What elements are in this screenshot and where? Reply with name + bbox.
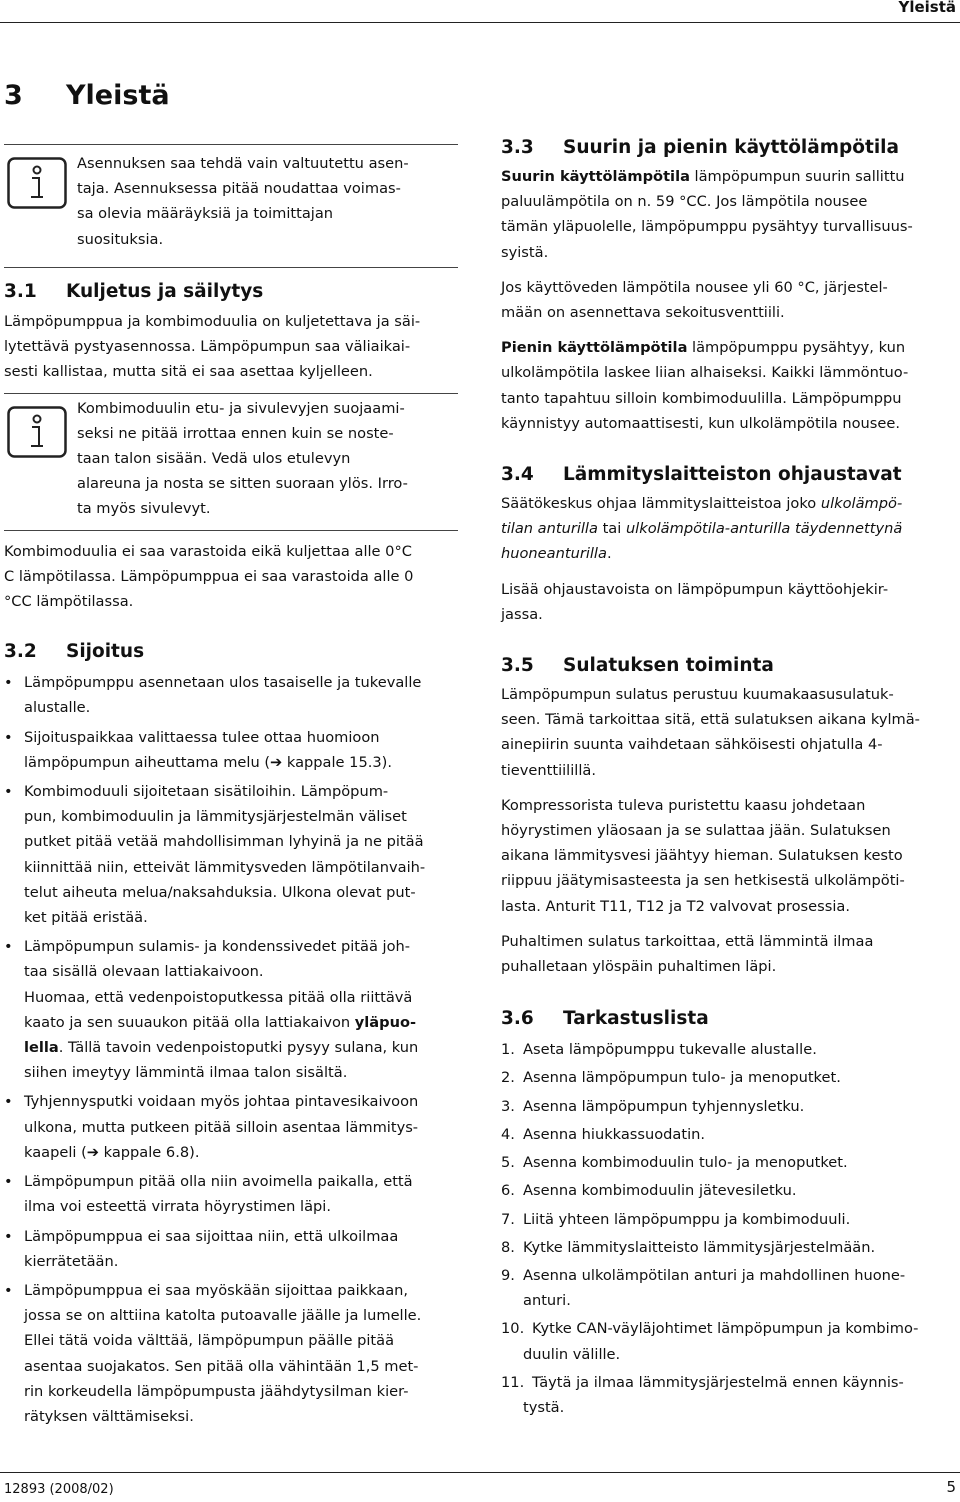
- section-heading-3-5: [501, 654, 956, 678]
- checklist-text: Asenna lämpöpumpun tulo- ja menoputket.: [523, 1069, 841, 1087]
- checklist-item: [501, 1207, 956, 1232]
- list-item: • Lämpöpumpun pitää olla niin avoimella paikalla, että ilma voi esteettä virrata höyrystimen läpi.: [4, 1169, 458, 1219]
- section-title: Tarkastuslista: [563, 1008, 709, 1030]
- section-number: 3.6: [501, 1008, 534, 1030]
- checklist-text: Asenna kombimoduulin tulo- ja menoputket.: [523, 1154, 848, 1172]
- checklist-number: 11.: [501, 1373, 525, 1391]
- checklist-text: Kytke CAN-väyläjohtimet lämpöpumpun ja kombimo-: [532, 1320, 919, 1338]
- checklist-text: Liitä yhteen lämpöpumppu ja kombimoduuli.: [523, 1210, 851, 1228]
- checklist-text: anturi.: [523, 1292, 571, 1310]
- footer-rule: [0, 1472, 960, 1473]
- section-title: Lämmityslaitteiston ohjaustavat: [563, 464, 902, 486]
- left-column: [4, 144, 458, 1433]
- right-column: [501, 136, 956, 1423]
- checklist-text: Asenna lämpöpumpun tyhjennysletku.: [523, 1097, 805, 1115]
- checklist-item: [501, 1150, 956, 1175]
- min-temperature-paragraph: Pienin käyttölämpötila lämpöpumppu pysähtyy, kun ulkolämpötila laskee liian alhaiseksi. Kaikki lämmöntuo- tanto tapahtuu silloin kombimoduulilla. Lämpöpumppu käynnistyy automaattisesti, kun ulkolämpötila nousee.: [501, 339, 909, 432]
- checklist-number: 9.: [501, 1266, 515, 1284]
- section-title: Suurin ja pienin käyttölämpötila: [563, 137, 899, 158]
- section-heading-3-2: [4, 640, 458, 664]
- running-head-title: Yleistä: [898, 0, 956, 16]
- text-line: Kombimoduulia ei saa varastoida eikä kuljettaa alle 0°C: [4, 542, 412, 560]
- chapter-title: [4, 80, 170, 111]
- checklist-text: Asenna ulkolämpötilan anturi ja mahdollinen huone-: [523, 1266, 906, 1284]
- checklist-number: 8.: [501, 1238, 515, 1256]
- max-temperature-paragraph: Suurin käyttölämpötila lämpöpumpun suurin sallittu paluulämpötila on n. 59 °CC. Jos lämpötila nousee tämän yläpuolelle, lämpöpumppu pysähtyy turvallisuus- syistä.: [501, 168, 913, 261]
- control-methods-paragraph: Säätökeskus ohjaa lämmityslaitteistoa joko ulkolämpö- tilan anturilla tai ulkolämpötila-anturilla täydennettynä huoneanturilla.: [501, 495, 903, 563]
- info-icon: [7, 406, 67, 458]
- storage-temperature-paragraph: [4, 539, 458, 615]
- section-heading-3-4: [501, 463, 956, 487]
- section-heading-3-1: [4, 280, 458, 304]
- running-header: [0, 0, 960, 23]
- section-title: Kuljetus ja säilytys: [66, 281, 264, 302]
- checklist-text: tystä.: [523, 1398, 565, 1416]
- dhw-temperature-paragraph: Jos käyttöveden lämpötila nousee yli 60 °C, järjestel- mään on asennettava sekoitusventtiili.: [501, 278, 888, 322]
- checklist-number: 10.: [501, 1320, 525, 1338]
- checklist-text: Aseta lämpöpumppu tukevalle alustalle.: [523, 1041, 817, 1059]
- text-line: Lämpöpumppua ja kombimoduulia on kuljetettava ja säi-: [4, 313, 421, 330]
- list-item: • Lämpöpumppua ei saa myöskään sijoittaa paikkaan, jossa se on alttiina katolta putoavalle jäälle ja lumelle. Ellei tätä voida välttää, lämpöpumpun päälle pitää asentaa suojakatos. Sen pitää olla vähintään 1,5 met- rin korkeudella lämpöpumpusta jäähdytysilman kier- rätyksen välttämiseksi.: [4, 1278, 458, 1429]
- section-title: Sijoitus: [66, 641, 145, 663]
- checklist-item: [501, 1370, 956, 1420]
- control-reference-paragraph: Lisää ohjaustavoista on lämpöpumpun käyttöohjekir- jassa.: [501, 580, 889, 623]
- section-number: 3.2: [4, 641, 37, 663]
- section-title: Sulatuksen toiminta: [563, 655, 774, 677]
- checklist-text: Asenna hiukkassuodatin.: [523, 1125, 706, 1143]
- note2-line: alareuna ja nosta se sitten suoraan ylös. Irro-: [77, 475, 408, 493]
- defrost-paragraph-2: Kompressorista tuleva puristettu kaasu johdetaan höyrystimen yläosaan ja se sulattaa jään. Sulatuksen aikana lämmitysvesi jäähtyy hieman. Sulatuksen kesto riippuu jäätymisasteesta ja sen hetkisestä ulkolämpöti- lasta. Anturit T11, T12 ja T2 valvovat prosessia.: [501, 796, 905, 915]
- list-item: • Lämpöpumppu asennetaan ulos tasaiselle ja tukevalle alustalle.: [4, 670, 458, 720]
- checklist-number: 7.: [501, 1210, 515, 1228]
- section-number: 3.4: [501, 464, 534, 486]
- checklist: [501, 1037, 956, 1420]
- text-line: °CC lämpötilassa.: [4, 593, 134, 611]
- chapter-title-text: Yleistä: [66, 80, 170, 111]
- note2-line: Kombimoduulin etu- ja sivulevyjen suojaami-: [77, 399, 405, 417]
- checklist-item: [501, 1094, 956, 1119]
- checklist-item: [501, 1037, 956, 1062]
- checklist-number: 5.: [501, 1154, 515, 1172]
- checklist-text: Asenna kombimoduulin jätevesiletku.: [523, 1182, 797, 1200]
- defrost-paragraph-3: Puhaltimen sulatus tarkoittaa, että lämmintä ilmaa puhalletaan ylöspäin puhaltimen läpi.: [501, 932, 874, 976]
- defrost-paragraph-1: Lämpöpumpun sulatus perustuu kuumakaasusulatuk- seen. Tämä tarkoittaa sitä, että sulatuksen aikana kylmä- ainepiirin suunta vaihdetaan sähköisesti ohjatulla 4- tieventtiilillä.: [501, 686, 920, 779]
- list-item: • Kombimoduuli sijoitetaan sisätiloihin. Lämpöpum- pun, kombimoduulin ja lämmitysjärjestelmän väliset putket pitää vetää mahdollisimman lyhyinä ja ne pitää kiinnittää niin, etteivät lämmitysveden lämpötilanvaih- telut aiheuta melua/naksahduksia. Ulkona olevat put- ket pitää eristää.: [4, 779, 458, 930]
- placement-list: [4, 670, 458, 1429]
- page-number: 5: [946, 1478, 956, 1496]
- section-number: 3.5: [501, 655, 534, 677]
- checklist-text: Täytä ja ilmaa lämmitysjärjestelmä ennen käynnis-: [532, 1373, 904, 1391]
- text-line: lytettävä pystyasennossa. Lämpöpumpun saa väliaikai-: [4, 338, 411, 356]
- note2-line: ta myös sivulevyt.: [77, 500, 211, 518]
- list-item: • Tyhjennysputki voidaan myös johtaa pintavesikaivoon ulkona, mutta putkeen pitää silloin asentaa lämmitys- kaapeli (➔ kappale 6.8).: [4, 1089, 458, 1165]
- note1-line: sa olevia määräyksiä ja toimittajan: [77, 205, 334, 223]
- document-number: 12893 (2008/02): [4, 1482, 114, 1497]
- checklist-item: [501, 1122, 956, 1147]
- section-heading-3-3: [501, 136, 956, 160]
- checklist-text: Kytke lämmityslaitteisto lämmitysjärjestelmään.: [523, 1238, 876, 1256]
- checklist-number: 6.: [501, 1182, 515, 1200]
- checklist-item: [501, 1316, 956, 1366]
- checklist-item: [501, 1235, 956, 1260]
- checklist-number: 4.: [501, 1125, 515, 1143]
- info-note-installer: [4, 144, 458, 268]
- chapter-number: 3: [4, 80, 23, 111]
- text-line: sesti kallistaa, mutta sitä ei saa asettaa kyljelleen.: [4, 363, 373, 381]
- info-icon: [7, 157, 67, 209]
- checklist-item: [501, 1065, 956, 1090]
- checklist-text: duulin välille.: [523, 1345, 621, 1363]
- checklist-item: [501, 1263, 956, 1313]
- section-heading-3-6: [501, 1007, 956, 1031]
- note2-line: seksi ne pitää irrottaa ennen kuin se noste-: [77, 424, 394, 442]
- checklist-number: 3.: [501, 1097, 515, 1115]
- transport-paragraph: [4, 309, 458, 385]
- note2-line: taan talon sisään. Vedä ulos etulevyn: [77, 450, 351, 468]
- note1-line: Asennuksen saa tehdä vain valtuutettu asen-: [77, 155, 409, 172]
- section-number: 3.3: [501, 137, 534, 158]
- list-item: • Lämpöpumpun sulamis- ja kondenssivedet pitää joh- taa sisällä olevaan lattiakaivoon. Huomaa, että vedenpoistoputkessa pitää olla riittävä kaato ja sen suuaukon pitää olla lattiakaivon yläpuo- lella. Tällä tavoin vedenpoistoputki pysyy sulana, kun siihen imeytyy lämmintä ilmaa talon sisältä.: [4, 934, 458, 1085]
- note1-line: taja. Asennuksessa pitää noudattaa voimas-: [77, 180, 401, 198]
- checklist-item: [501, 1178, 956, 1203]
- list-item: • Sijoituspaikkaa valittaessa tulee ottaa huomioon lämpöpumpun aiheuttama melu (➔ kappale 15.3).: [4, 725, 458, 775]
- list-item: • Lämpöpumppua ei saa sijoittaa niin, että ulkoilmaa kierrätetään.: [4, 1224, 458, 1274]
- info-note-panels: [4, 393, 458, 531]
- section-number: 3.1: [4, 281, 37, 302]
- text-line: C lämpötilassa. Lämpöpumppua ei saa varastoida alle 0: [4, 567, 414, 585]
- checklist-number: 2.: [501, 1069, 515, 1087]
- note1-line: suosituksia.: [77, 230, 164, 248]
- checklist-number: 1.: [501, 1041, 515, 1059]
